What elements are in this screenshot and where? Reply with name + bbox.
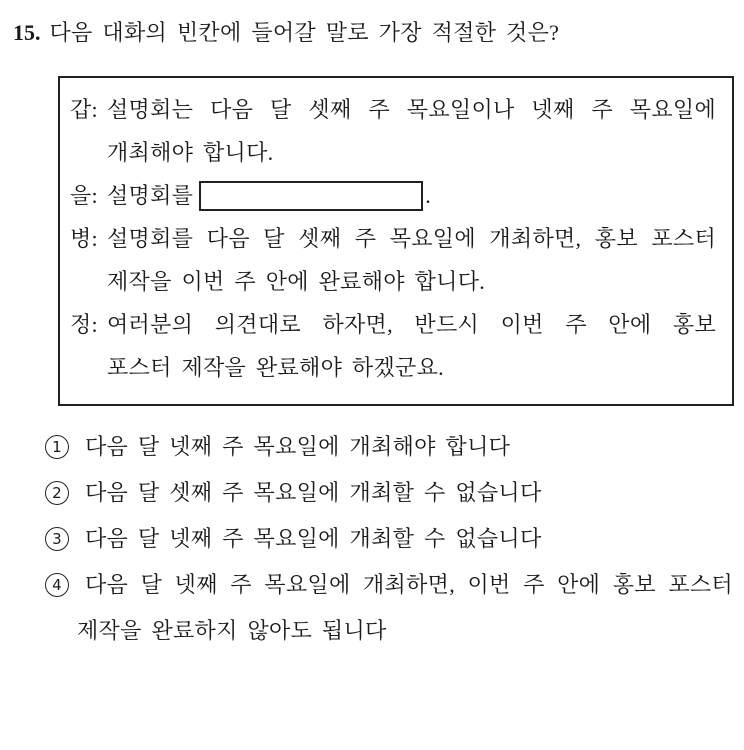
dialogue-line: [70, 217, 716, 260]
dialogue-line: [70, 88, 716, 131]
speaker-label: 을:: [70, 183, 98, 208]
dialogue-box: [58, 76, 734, 406]
option-2-text: 다음 달 셋째 주 목요일에 개최할 수 없습니다: [85, 480, 542, 505]
blank-box: [199, 181, 423, 211]
option-2-circled-number: 2: [45, 481, 69, 505]
option-3-circled-number: 3: [45, 527, 69, 551]
option-2: [45, 470, 733, 516]
option-1-text: 다음 달 넷째 주 목요일에 개최해야 합니다: [85, 434, 511, 459]
dialogue-line: [70, 346, 716, 389]
option-4-text-line-2: 제작을 완료하지 않아도 됩니다: [77, 618, 387, 643]
dialogue-text: 설명회는 다음 달 셋째 주 목요일이나 넷째 주 목요일에: [107, 97, 716, 122]
speaker-label: 정:: [70, 312, 98, 337]
dialogue-line-with-blank: [70, 174, 716, 217]
dialogue-line: [70, 131, 716, 174]
dialogue-text: 여러분의 의견대로 하자면, 반드시 이번 주 안에 홍보: [107, 312, 716, 337]
option-3: [45, 516, 733, 562]
dialogue-line: [70, 303, 716, 346]
dialogue-text: 제작을 이번 주 안에 완료해야 합니다.: [107, 269, 486, 294]
speaker-label: 갑:: [70, 97, 98, 122]
option-4: [45, 562, 733, 654]
dialogue-text: 개최해야 합니다.: [107, 140, 274, 165]
text-before-blank: 설명회를: [107, 183, 194, 208]
speaker-label: 병:: [70, 226, 98, 251]
option-1-circled-number: 1: [45, 435, 69, 459]
option-1: [45, 424, 733, 470]
option-3-text: 다음 달 넷째 주 목요일에 개최할 수 없습니다: [85, 526, 542, 551]
question-title: [13, 19, 559, 47]
option-4-text-line-1: 다음 달 넷째 주 목요일에 개최하면, 이번 주 안에 홍보 포스터: [85, 572, 733, 597]
dialogue-text: 설명회를 다음 달 셋째 주 목요일에 개최하면, 홍보 포스터: [107, 226, 716, 251]
dialogue-text: 포스터 제작을 완료해야 하겠군요.: [107, 355, 444, 380]
option-4-circled-number: 4: [45, 573, 69, 597]
dialogue-text: [107, 174, 716, 217]
question-prompt: 다음 대화의 빈칸에 들어갈 말로 가장 적절한 것은?: [49, 20, 560, 45]
question-number: 15.: [13, 20, 41, 45]
options-list: [45, 424, 733, 654]
dialogue-line: [70, 260, 716, 303]
text-after-blank: .: [425, 183, 432, 208]
